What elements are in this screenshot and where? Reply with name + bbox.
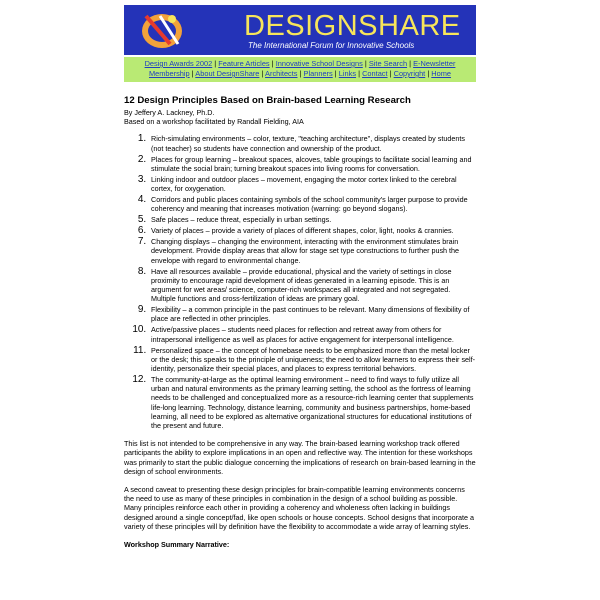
article-workshop-credit: Based on a workshop facilitated by Randall Fielding, AIA [124, 117, 304, 127]
list-item: 11. Personalized space – the concept of homebase needs to be emphasized more than the metal locker or the desk; this speaks to the principle of uniqueness; the need to allow learners to express their self-identity, personalize their special places, and places to express territorial behaviors. [149, 346, 476, 374]
list-item: 4. Corridors and public places containing symbols of the school community's larger purpose to provide coherency and meaning that increases motivation (warning: go beyond slogans). [149, 195, 476, 213]
nav-link-innovative-designs[interactable]: Innovative School Designs [275, 59, 363, 68]
brand-name: DESIGNSHARE [244, 10, 461, 42]
nav-link-contact[interactable]: Contact [362, 69, 388, 78]
nav-separator: | [427, 69, 430, 78]
brand-tagline: The International Forum for Innovative Schools [248, 41, 415, 50]
list-item: 3. Linking indoor and outdoor places – movement, engaging the motor cortex linked to the cerebral cortex, for oxygenation. [149, 175, 476, 193]
nav-separator: | [191, 69, 194, 78]
list-item: 6. Variety of places – provide a variety of places of different shapes, color, light, nooks & crannies. [149, 226, 476, 235]
nav-link-copyright[interactable]: Copyright [393, 69, 426, 78]
article-title: 12 Design Principles Based on Brain-based Learning Research [124, 95, 411, 106]
nav-link-planners[interactable]: Planners [303, 69, 333, 78]
nav-separator: | [261, 69, 264, 78]
nav-separator: | [271, 59, 274, 68]
page-wrapper [124, 5, 476, 549]
list-item: 8. Have all resources available – provide educational, physical and the variety of settings in close proximity to encourage rapid development of ideas generated in a learning episode. This is an argument for wet areas/ science, computer-rich workspaces all integrated and not segregated. Multiple functions and cross-fertilization of ideas are primary goal. [149, 267, 476, 304]
article-author: By Jeffery A. Lackney, Ph.D. [124, 108, 215, 117]
site-banner[interactable] [124, 5, 476, 55]
nav-link-site-search[interactable]: Site Search [368, 59, 408, 68]
nav-bar [124, 57, 476, 82]
body-paragraph: A second caveat to presenting these design principles for brain-compatible learning environments concerns the need to use as many of these principles in combination in the design of a school building as possible. Many principles reinforce each other in providing a coherency and wholeness often lacking in buildings designed around a single concept/fad, like open schools or house concepts. School designs that incorporate a variety of these principles will by definition have the flexibility to accommodate a wide array of learning styles. [124, 485, 475, 531]
list-item: 7. Changing displays – changing the environment, interacting with the environment stimulates brain development. Provide display areas that allow for stage set type constructions to further push the envelope with regard to environmental change. [149, 237, 476, 265]
nav-link-architects[interactable]: Architects [265, 69, 298, 78]
nav-link-home[interactable]: Home [431, 69, 452, 78]
article-content [124, 95, 476, 549]
list-item: 10. Active/passive places – students need places for reflection and retreat away from others for intrapersonal intelligence as well as places for active engagement for interpersonal intelligence. [149, 325, 476, 343]
nav-separator: | [358, 69, 361, 78]
list-item: 12. The community-at-large as the optimal learning environment – need to find ways to fully utilize all urban and natural environments as the primary learning setting, the school as the fortress of learning needs to be challenged and conceptualized more as a resource-rich learning center that supplements life-long learning. Technology, distance learning, community and business partnerships, home-based learning, all need to be explored as alternative organizational structures for educational institutions of the present and future. [149, 375, 476, 430]
nav-link-links[interactable]: Links [338, 69, 357, 78]
designshare-logo-icon [140, 10, 184, 50]
list-item: 5. Safe places – reduce threat, especially in urban settings. [149, 215, 476, 224]
body-paragraph: This list is not intended to be comprehensive in any way. The brain-based learning workshop track offered participants the ability to explore implications in an open and reflective way. The intention for these workshops was primarily to start the public dialogue concerning the implications of research on brain-based learning in the design of school environments. [124, 439, 476, 476]
nav-link-e-newsletter[interactable]: E-Newsletter [413, 59, 456, 68]
nav-link-design-awards[interactable]: Design Awards 2002 [144, 59, 213, 68]
nav-separator: | [389, 69, 392, 78]
nav-separator: | [299, 69, 302, 78]
nav-link-membership[interactable]: Membership [148, 69, 190, 78]
summary-heading: Workshop Summary Narrative: [124, 540, 230, 550]
list-item: 9. Flexibility – a common principle in the past continues to be relevant. Many dimensions of flexibility of place are reflected in other principles. [149, 305, 476, 323]
list-item: 2. Places for group learning – breakout spaces, alcoves, table groupings to facilitate social learning and stimulate the social brain; turning breakout spaces into living rooms for conversation. [149, 155, 476, 173]
list-item: 1. Rich-simulating environments – color, texture, "teaching architecture", displays created by students (not teacher) so students have connection and ownership of the product. [149, 134, 476, 152]
nav-separator: | [409, 59, 412, 68]
nav-separator: | [364, 59, 367, 68]
nav-separator: | [214, 59, 217, 68]
principles-list [124, 134, 476, 430]
nav-link-feature-articles[interactable]: Feature Articles [218, 59, 270, 68]
nav-separator: | [334, 69, 337, 78]
nav-link-about[interactable]: About DesignShare [195, 69, 260, 78]
